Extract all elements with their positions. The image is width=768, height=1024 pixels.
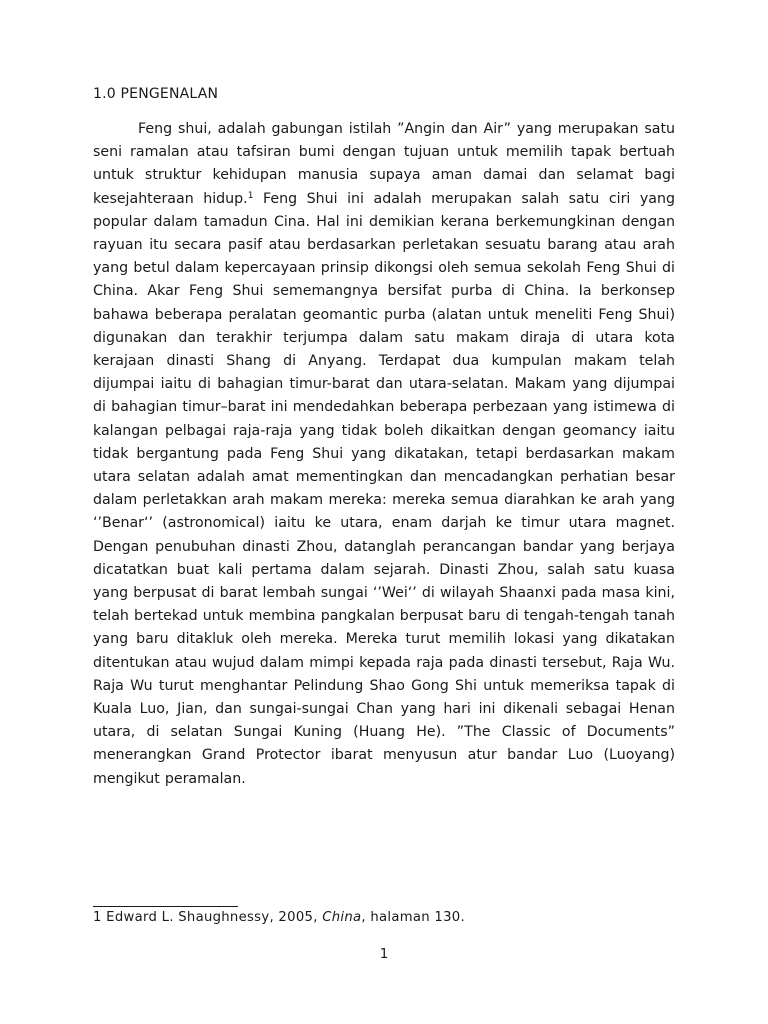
- footnote: [93, 910, 465, 925]
- footnote-suffix: , halaman 130.: [361, 910, 465, 925]
- footnote-prefix: 1 Edward L. Shaughnessy, 2005,: [93, 910, 323, 925]
- page-number: 1: [379, 946, 389, 962]
- body-paragraph: [93, 118, 675, 791]
- footnote-separator: [93, 906, 238, 907]
- footnote-title: China: [322, 910, 362, 925]
- footnote-reference: 1: [247, 190, 254, 201]
- section-heading: 1.0 PENGENALAN: [93, 86, 219, 102]
- paragraph-text-part-1: Feng shui, adalah gabungan istilah ”Angin dan Air” yang merupakan satu seni ramalan atau tafsiran bumi dengan tujuan untuk memilih tapak bertuah untuk struktur kehidupan manusia supaya aman damai dan selamat bagi kesejahteraan hidup.: [93, 121, 675, 207]
- paragraph-text-part-2: Feng Shui ini adalah merupakan salah satu ciri yang popular dalam tamadun Cina. Hal ini demikian kerana berkemungkinan dengan rayuan itu secara pasif atau berdasarkan perletakan sesuatu barang atau arah yang betul dalam kepercayaan prinsip dikongsi oleh semua sekolah Feng Shui di China. Akar Feng Shui sememangnya bersifat purba di China. Ia berkonsep bahawa beberapa peralatan geomantic purba (alatan untuk meneliti Feng Shui) digunakan dan terakhir terjumpa dalam satu makam diraja di utara kota kerajaan dinasti Shang di Anyang. Terdapat dua kumpulan makam telah dijumpai iaitu di bahagian timur-barat dan utara-selatan. Makam yang dijumpai di bahagian timur–barat ini mendedahkan beberapa perbezaan yang istimewa di kalangan pelbagai raja-raja yang tidak boleh dikaitkan dengan geomancy iaitu tidak bergantung pada Feng Shui yang dikatakan, tetapi berdasarkan makam utara selatan adalah amat mementingkan dan mencadangkan perhatian besar dalam perletakkan arah makam mereka: mereka semua diarahkan ke arah yang ‘’Benar‘’ (astronomical) iaitu ke utara, enam darjah ke timur utara magnet. Dengan penubuhan dinasti Zhou, datanglah perancangan bandar yang berjaya dicatatkan buat kali pertama dalam sejarah. Dinasti Zhou, salah satu kuasa yang berpusat di barat lembah sungai ‘’Wei‘’ di wilayah Shaanxi pada masa kini, telah bertekad untuk membina pangkalan berpusat baru di tengah-tengah tanah yang baru ditakluk oleh mereka. Mereka turut memilih lokasi yang dikatakan ditentukan atau wujud dalam mimpi kepada raja pada dinasti tersebut, Raja Wu. Raja Wu turut menghantar Pelindung Shao Gong Shi untuk memeriksa tapak di Kuala Luo, Jian, dan sungai-sungai Chan yang hari ini dikenali sebagai Henan utara, di selatan Sungai Kuning (Huang He). ”The Classic of Documents” menerangkan Grand Protector ibarat menyusun atur bandar Luo (Luoyang) mengikut peramalan.: [93, 190, 675, 787]
